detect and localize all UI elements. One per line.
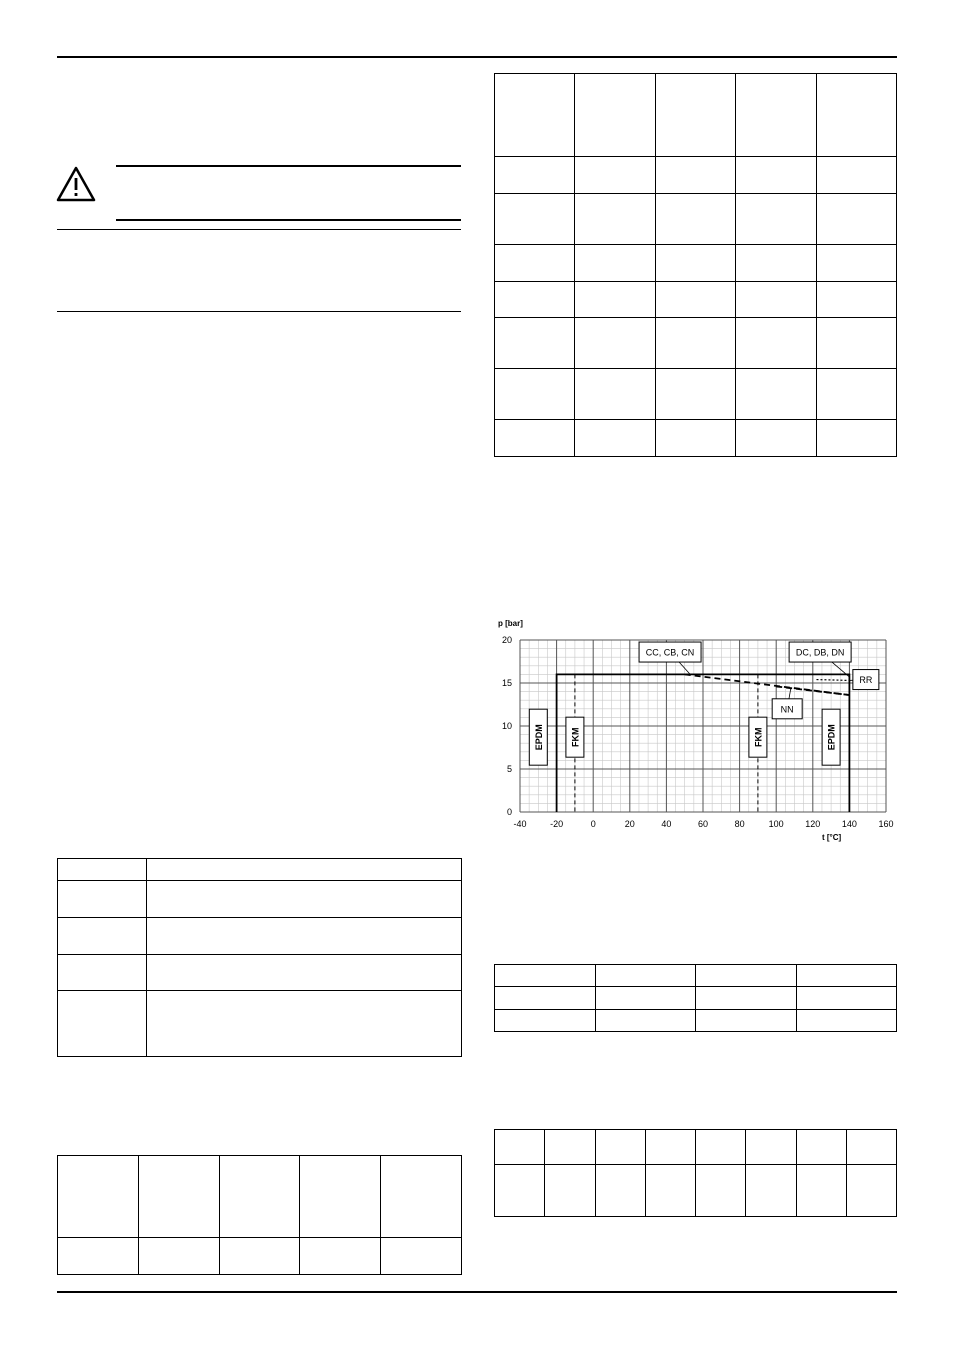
series-line [816, 680, 849, 681]
table-cell [816, 369, 896, 420]
warning-rule-bottom [116, 219, 461, 221]
table-cell [495, 1009, 596, 1031]
table-cell [696, 965, 797, 987]
table-cell [58, 881, 147, 918]
table-cell [816, 318, 896, 369]
pressure-temperature-chart [494, 612, 898, 850]
callout-label: DC, DB, DN [795, 647, 845, 658]
right-eight-column-table [494, 1129, 897, 1217]
table-cell [495, 420, 575, 457]
table-cell [645, 1130, 695, 1165]
table-cell [575, 245, 655, 282]
table-cell [495, 369, 575, 420]
table-cell [696, 1165, 746, 1217]
x-tick-label: -40 [513, 819, 527, 829]
table-cell [58, 918, 147, 955]
x-tick-label: 100 [768, 819, 784, 829]
table-cell [595, 987, 696, 1009]
table-cell [655, 420, 735, 457]
table-cell [138, 1238, 219, 1275]
y-tick-label: 15 [501, 678, 512, 688]
table-cell [147, 881, 462, 918]
table-cell [696, 1009, 797, 1031]
table-cell [796, 987, 897, 1009]
table-cell [736, 157, 816, 194]
table-cell [495, 1165, 545, 1217]
left-two-column-table [57, 858, 462, 1057]
table-cell [816, 194, 896, 245]
table-cell [575, 157, 655, 194]
y-tick-label: 0 [506, 807, 512, 817]
table-cell [796, 1130, 846, 1165]
table-cell [575, 318, 655, 369]
x-tick-label: -20 [550, 819, 564, 829]
material-label: FKM [570, 727, 581, 747]
table-cell [147, 955, 462, 991]
table-cell [655, 245, 735, 282]
table-cell [138, 1156, 219, 1238]
section-rule-2 [57, 311, 461, 312]
table-cell [495, 987, 596, 1009]
y-axis-label: p [bar] [498, 619, 523, 628]
warning-rule-top [116, 165, 461, 167]
table-cell [846, 1165, 896, 1217]
table-cell [575, 420, 655, 457]
material-label: EPDM [826, 724, 837, 751]
x-tick-label: 40 [661, 819, 672, 829]
section-rule-1 [57, 229, 461, 230]
table-cell [495, 157, 575, 194]
x-axis-label: t [°C] [822, 833, 842, 842]
table-cell [381, 1156, 462, 1238]
table-cell [575, 194, 655, 245]
callout-label: NN [780, 704, 794, 715]
table-cell [381, 1238, 462, 1275]
table-cell [655, 194, 735, 245]
table-cell [816, 245, 896, 282]
table-cell [575, 369, 655, 420]
footer-rule [57, 1291, 897, 1293]
callout-label: CC, CB, CN [645, 647, 695, 658]
table-cell [736, 369, 816, 420]
header-rule [57, 56, 897, 58]
table-cell [746, 1130, 796, 1165]
table-cell [816, 74, 896, 157]
x-tick-label: 120 [805, 819, 821, 829]
y-tick-label: 20 [501, 635, 512, 645]
table-cell [816, 157, 896, 194]
table-cell [58, 955, 147, 991]
table-cell [655, 369, 735, 420]
table-cell [746, 1165, 796, 1217]
table-cell [147, 859, 462, 881]
table-cell [495, 194, 575, 245]
table-cell [655, 157, 735, 194]
y-tick-label: 5 [506, 764, 512, 774]
table-cell [816, 282, 896, 318]
table-cell [300, 1156, 381, 1238]
table-cell [495, 74, 575, 157]
table-cell [645, 1165, 695, 1217]
table-cell [796, 1165, 846, 1217]
table-cell [495, 1130, 545, 1165]
material-label: EPDM [533, 724, 544, 751]
warning-triangle-icon [56, 166, 96, 202]
table-cell [575, 282, 655, 318]
table-cell [147, 991, 462, 1057]
table-cell [58, 991, 147, 1057]
x-tick-label: 60 [697, 819, 709, 829]
x-tick-label: 80 [734, 819, 745, 829]
chart-label-boxes [529, 642, 879, 765]
table-cell [575, 74, 655, 157]
table-cell [219, 1238, 300, 1275]
table-cell [545, 1130, 595, 1165]
table-cell [58, 1156, 139, 1238]
table-cell [655, 282, 735, 318]
table-cell [595, 965, 696, 987]
x-tick-label: 0 [590, 819, 596, 829]
table-cell [58, 1238, 139, 1275]
table-cell [696, 987, 797, 1009]
material-label: FKM [753, 727, 764, 747]
table-cell [495, 245, 575, 282]
table-cell [495, 965, 596, 987]
table-cell [147, 918, 462, 955]
table-cell [595, 1009, 696, 1031]
table-cell [595, 1165, 645, 1217]
left-five-column-table [57, 1155, 462, 1275]
table-cell [736, 420, 816, 457]
table-cell [736, 74, 816, 157]
table-cell [219, 1156, 300, 1238]
table-cell [595, 1130, 645, 1165]
x-tick-label: 20 [624, 819, 635, 829]
x-tick-label: 140 [841, 819, 857, 829]
table-cell [796, 1009, 897, 1031]
callout-label: RR [859, 675, 873, 686]
x-tick-label: 160 [878, 819, 894, 829]
table-cell [655, 74, 735, 157]
table-cell [736, 282, 816, 318]
right-four-column-table [494, 964, 897, 1032]
right-five-column-table [494, 73, 897, 457]
table-cell [816, 420, 896, 457]
table-cell [846, 1130, 896, 1165]
table-cell [300, 1238, 381, 1275]
y-tick-label: 10 [501, 721, 512, 731]
table-cell [495, 318, 575, 369]
table-cell [736, 318, 816, 369]
table-cell [655, 318, 735, 369]
table-cell [495, 282, 575, 318]
table-cell [736, 245, 816, 282]
table-cell [796, 965, 897, 987]
table-cell [545, 1165, 595, 1217]
table-cell [58, 859, 147, 881]
table-cell [696, 1130, 746, 1165]
table-cell [736, 194, 816, 245]
